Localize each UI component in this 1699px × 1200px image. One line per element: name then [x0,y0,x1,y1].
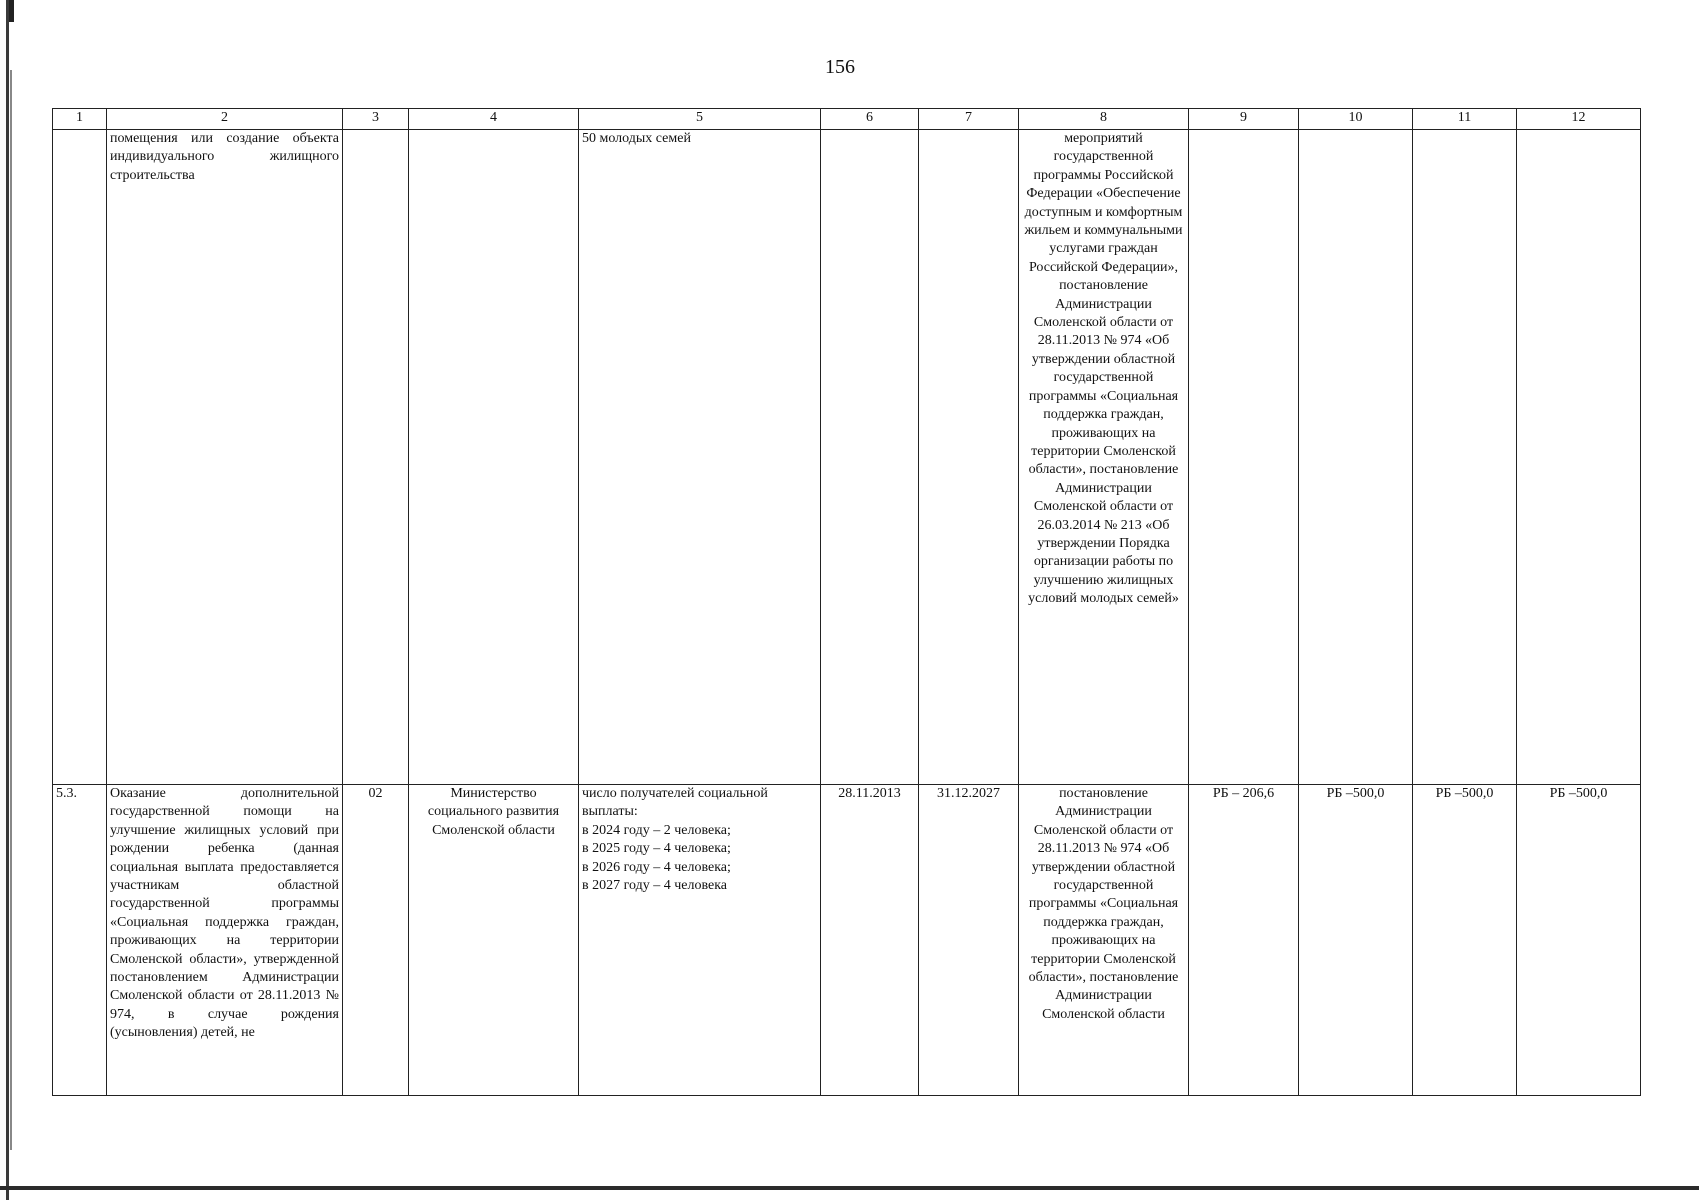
cell-item-number: 5.3. [53,785,107,1096]
column-header: 4 [409,109,579,130]
column-header: 6 [821,109,919,130]
cell-funding-col12: РБ –500,0 [1517,785,1641,1096]
cell-funding-col10: РБ –500,0 [1299,785,1413,1096]
page-number: 156 [825,56,855,78]
column-header: 7 [919,109,1019,130]
cell-code: 02 [343,785,409,1096]
cell-executor [409,130,579,785]
column-header: 8 [1019,109,1189,130]
cell-legal-basis: постановление Администрации Смоленской области от 28.11.2013 № 974 «Об утверждении областной государственной программы «Социальная поддержка граждан, проживающих на территории Смоленской области», постановление Администрации Смоленской области [1019,785,1189,1096]
cell-end-date: 31.12.2027 [919,785,1019,1096]
column-header: 9 [1189,109,1299,130]
table-row [53,130,1641,785]
cell-executor: Министерство социального развития Смоленской области [409,785,579,1096]
table-row [53,785,1641,1096]
cell-item-number [53,130,107,785]
cell-end-date [919,130,1019,785]
cell-legal-basis: мероприятий государственной программы Российской Федерации «Обеспечение доступным и комфортным жильем и коммунальными услугами граждан Российской Федерации», постановление Администрации Смоленской области от 28.11.2013 № 974 «Об утверждении областной государственной программы «Социальная поддержка граждан, проживающих на территории Смоленской области», постановление Администрации Смоленской области от 26.03.2014 № 213 «Об утверждении Порядка организации работы по улучшению жилищных условий молодых семей» [1019,130,1189,785]
cell-start-date [821,130,919,785]
cell-indicator: число получателей социальной выплаты: в 2024 году – 2 человека; в 2025 году – 4 человека; в 2026 году – 4 человека; в 2027 году – 4 человека [579,785,821,1096]
column-header: 11 [1413,109,1517,130]
cell-funding-col9: РБ – 206,6 [1189,785,1299,1096]
cell-funding-col11: РБ –500,0 [1413,785,1517,1096]
cell-start-date: 28.11.2013 [821,785,919,1096]
column-header: 3 [343,109,409,130]
cell-measure-name: помещения или создание объекта индивидуального жилищного строительства [107,130,343,785]
cell-measure-name: Оказание дополнительной государственной помощи на улучшение жилищных условий при рождении ребенка (данная социальная выплата предоставляется участникам областной государственной программы «Социальная поддержка граждан, проживающих на территории Смоленской области», утвержденной постановлением Администрации Смоленской области от 28.11.2013 № 974, в случае рождения (усыновления) детей, не [107,785,343,1096]
cell-funding-col9 [1189,130,1299,785]
column-header: 10 [1299,109,1413,130]
cell-funding-col10 [1299,130,1413,785]
column-header: 5 [579,109,821,130]
program-measures-table [52,108,1641,1096]
cell-indicator: 50 молодых семей [579,130,821,785]
column-number-row [53,109,1641,130]
cell-funding-col12 [1517,130,1641,785]
scan-edge-line-secondary [10,70,12,1150]
cell-code [343,130,409,785]
column-header: 2 [107,109,343,130]
cell-funding-col11 [1413,130,1517,785]
column-header: 12 [1517,109,1641,130]
scan-edge-line [6,0,9,1200]
column-header: 1 [53,109,107,130]
scan-bottom-edge [0,1186,1699,1190]
